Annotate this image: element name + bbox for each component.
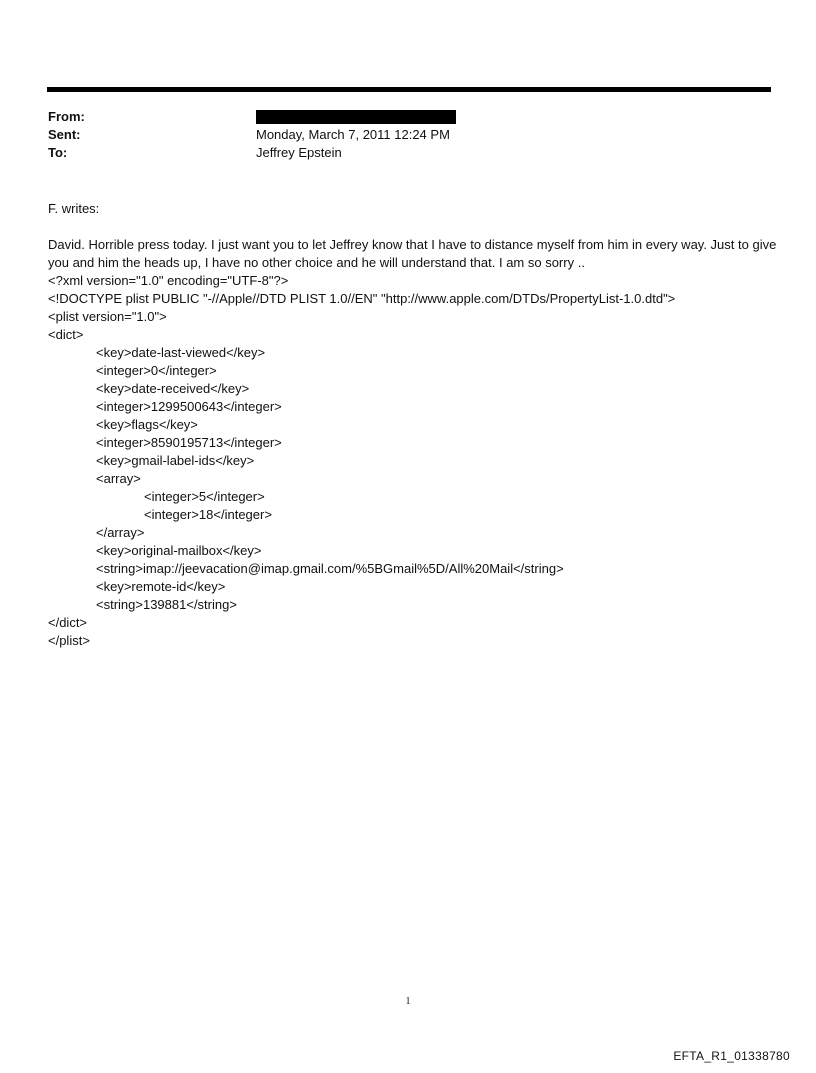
header-rule (47, 87, 771, 92)
redaction-bar (256, 110, 456, 124)
xml-line: <key>original-mailbox</key> (96, 543, 262, 558)
to-row (48, 144, 768, 162)
spacer (48, 218, 778, 236)
to-label: To: (48, 145, 68, 160)
sent-value: Monday, March 7, 2011 12:24 PM (256, 127, 450, 142)
xml-line: <integer>18</integer> (144, 507, 272, 522)
from-row (48, 108, 768, 126)
xml-line: <integer>8590195713</integer> (96, 435, 282, 450)
xml-line: <!DOCTYPE plist PUBLIC "-//Apple//DTD PLIST 1.0//EN" "http://www.apple.com/DTDs/PropertyList-1.0.dtd"> (48, 291, 676, 306)
page-number: 1 (405, 996, 411, 1007)
xml-line: </plist> (48, 633, 90, 648)
xml-line: </array> (96, 525, 145, 540)
xml-line: <array> (96, 471, 141, 486)
from-value (256, 108, 768, 126)
xml-line: <key>date-received</key> (96, 381, 250, 396)
xml-line: <key>remote-id</key> (96, 579, 226, 594)
xml-line: <key>flags</key> (96, 417, 198, 432)
xml-line: <string>139881</string> (96, 597, 237, 612)
xml-line: <plist version="1.0"> (48, 309, 167, 324)
from-label: From: (48, 109, 85, 124)
xml-line: <integer>5</integer> (144, 489, 265, 504)
xml-line: <integer>1299500643</integer> (96, 399, 282, 414)
xml-line: <key>gmail-label-ids</key> (96, 453, 255, 468)
sent-label: Sent: (48, 127, 81, 142)
sent-row (48, 126, 768, 144)
document-id: EFTA_R1_01338780 (673, 1049, 790, 1063)
email-body (48, 200, 778, 650)
to-value: Jeffrey Epstein (256, 145, 342, 160)
xml-line: </dict> (48, 615, 88, 630)
intro-line: F. writes: (48, 201, 100, 216)
plist-xml-block (48, 272, 778, 650)
email-header (48, 108, 768, 162)
xml-line: <integer>0</integer> (96, 363, 217, 378)
xml-line: <string>imap://jeevacation@imap.gmail.com/%5BGmail%5D/All%20Mail</string> (96, 561, 564, 576)
xml-line: <?xml version="1.0" encoding="UTF-8"?> (48, 273, 289, 288)
xml-line: <key>date-last-viewed</key> (96, 345, 266, 360)
message-paragraph: David. Horrible press today. I just want you to let Jeffrey know that I have to distance myself from him in every way. Just to give you and him the heads up, I have no other choice and he will understand that. I am so sorry .. (48, 237, 777, 270)
xml-line: <dict> (48, 327, 84, 342)
